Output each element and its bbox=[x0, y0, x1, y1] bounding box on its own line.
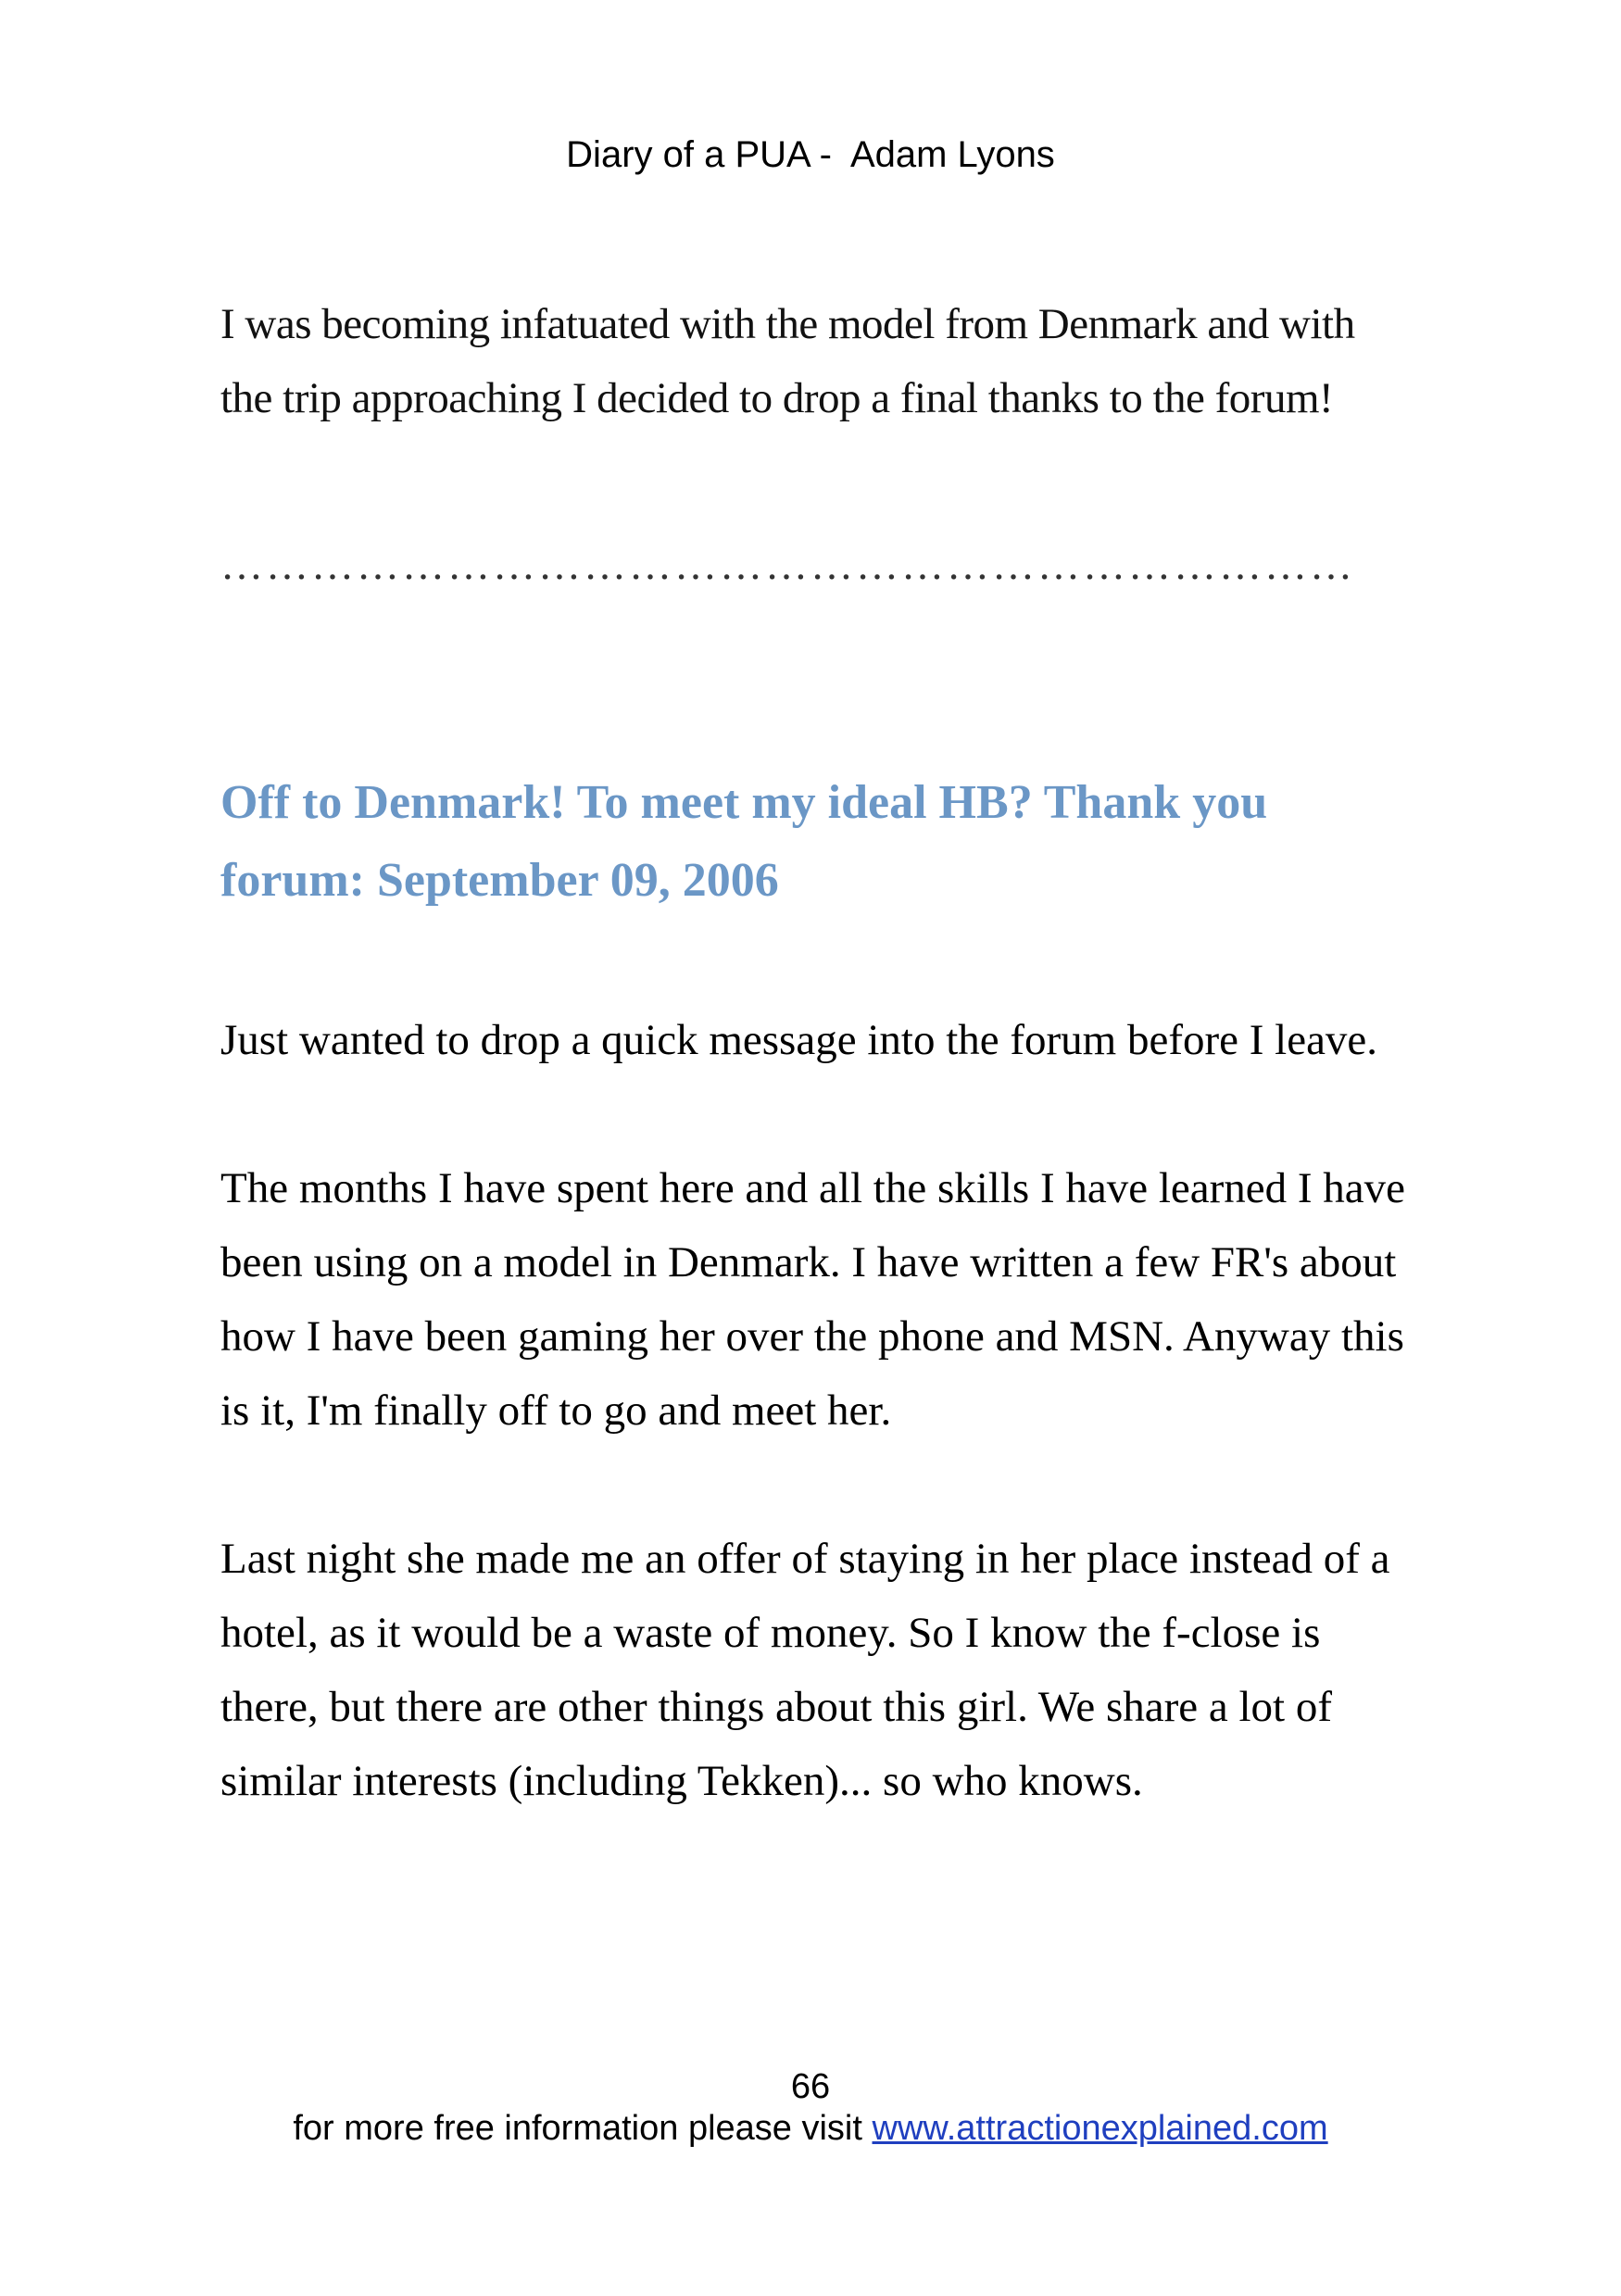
section-divider: ………………………………………………………………… bbox=[220, 541, 1355, 588]
page-number: 66 bbox=[790, 2067, 831, 2106]
intro-paragraph: I was becoming infatuated with the model from Denmark and with the trip approaching I decided to drop a final thanks to the forum! bbox=[220, 300, 1355, 422]
body-paragraph: Just wanted to drop a quick message into the forum before I leave. bbox=[220, 1016, 1378, 1064]
body-paragraph: Last night she made me an offer of staying in her place instead of a hotel, as it would be a waste of money. So I know the f-close is there, but there are other things about this girl. We share a lot of similar interests (including Tekken)... so who knows. bbox=[220, 1535, 1390, 1805]
running-header: Diary of a PUA - Adam Lyons bbox=[566, 134, 1055, 175]
footer bbox=[0, 2109, 1621, 2149]
entry-title: Off to Denmark! To meet my ideal HB? Thank you forum: September 09, 2006 bbox=[220, 776, 1268, 907]
body-paragraph: The months I have spent here and all the skills I have learned I have been using on a model in Denmark. I have written a few FR's about how I have been gaming her over the phone and MSN. Anyway this is it, I'm finally off to go and meet her. bbox=[220, 1164, 1405, 1435]
footer-text: for more free information please visit bbox=[293, 2109, 873, 2148]
footer-link[interactable]: www.attractionexplained.com bbox=[872, 2109, 1328, 2148]
page-content bbox=[220, 287, 1415, 1818]
